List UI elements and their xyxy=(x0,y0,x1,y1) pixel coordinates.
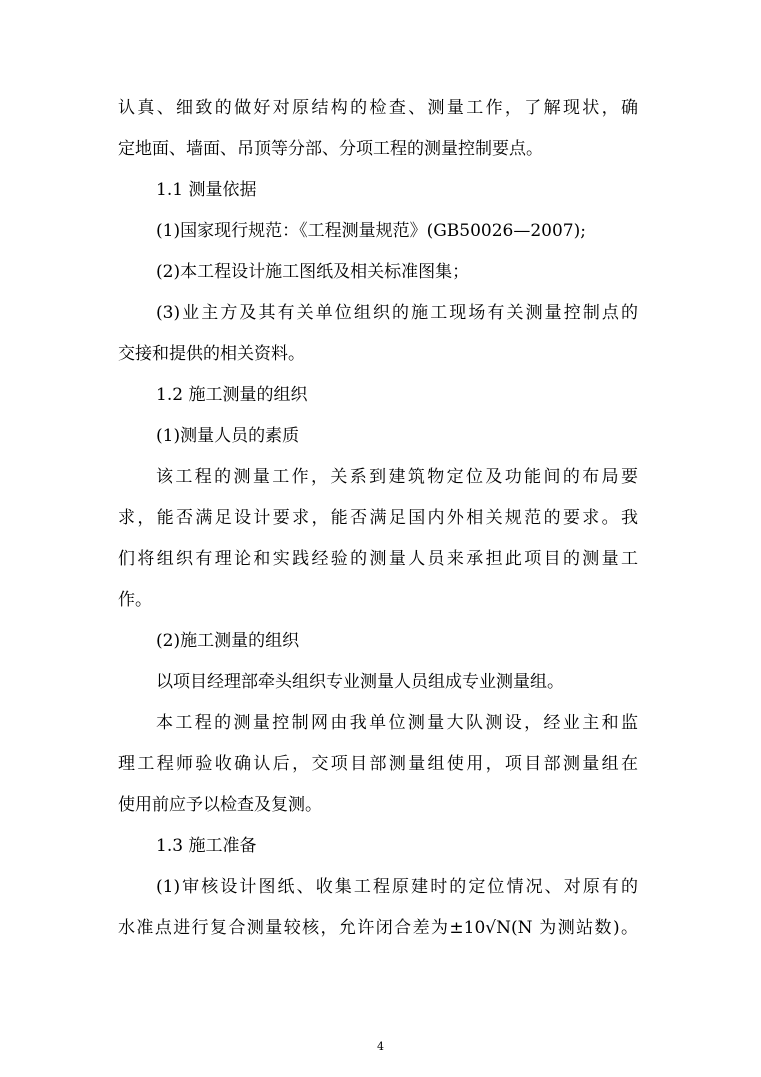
paragraph-line: 作。 xyxy=(118,590,152,610)
paragraph-line: 以项目经理部牵头组织专业测量人员组成专业测量组。 xyxy=(156,672,564,692)
list-item: (1)国家现行规范：《工程测量规范》(GB50026—2007); xyxy=(156,221,586,241)
paragraph-line: 水准点进行复合测量较核，允许闭合差为±10√N(N 为测站数)。 xyxy=(118,918,638,938)
list-item: (2)本工程设计施工图纸及相关标准图集； xyxy=(156,262,470,282)
paragraph-line: 该工程的测量工作，关系到建筑物定位及功能间的布局要 xyxy=(156,467,638,487)
section-heading: 1.3 施工准备 xyxy=(156,836,257,856)
page-number: 4 xyxy=(377,1040,384,1053)
section-heading: 1.2 施工测量的组织 xyxy=(156,385,308,405)
section-heading: 1.1 测量依据 xyxy=(156,180,257,200)
subsection-heading: (2)施工测量的组织 xyxy=(156,631,300,651)
body-text xyxy=(118,88,638,949)
paragraph-line: 求，能否满足设计要求，能否满足国内外相关规范的要求。我 xyxy=(118,508,638,528)
subsection-heading: (1)测量人员的素质 xyxy=(156,426,300,446)
paragraph-line: 们将组织有理论和实践经验的测量人员来承担此项目的测量工 xyxy=(118,549,638,569)
paragraph-line: 本工程的测量控制网由我单位测量大队测设，经业主和监 xyxy=(156,713,638,733)
paragraph-line: 理工程师验收确认后，交项目部测量组使用，项目部测量组在 xyxy=(118,754,638,774)
list-item: (3)业主方及其有关单位组织的施工现场有关测量控制点的 xyxy=(156,303,638,323)
paragraph-line: 定地面、墙面、吊顶等分部、分项工程的测量控制要点。 xyxy=(118,139,543,159)
paragraph-line: 认真、细致的做好对原结构的检查、测量工作，了解现状，确 xyxy=(118,98,638,118)
paragraph-line: 使用前应予以检查及复测。 xyxy=(118,795,322,815)
list-item: (1)审核设计图纸、收集工程原建时的定位情况、对原有的 xyxy=(156,877,638,897)
paragraph-line: 交接和提供的相关资料。 xyxy=(118,344,305,364)
